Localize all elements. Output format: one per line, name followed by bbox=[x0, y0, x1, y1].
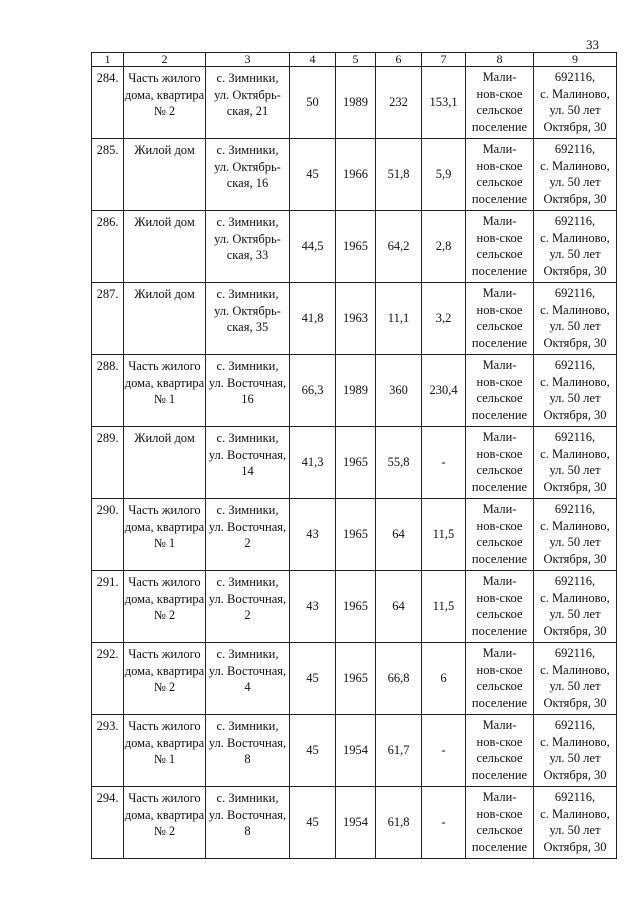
postal-address-cell: 692116, с. Малиново, ул. 50 лет Октября, 30 bbox=[534, 355, 617, 427]
address-cell: с. Зимники, ул. Октябрь- ская, 21 bbox=[206, 67, 290, 139]
table-row bbox=[92, 715, 617, 787]
object-name-cell: Часть жилого дома, квартира № 1 bbox=[124, 355, 206, 427]
table-row bbox=[92, 139, 617, 211]
postal-address-cell: 692116, с. Малиново, ул. 50 лет Октября, 30 bbox=[534, 139, 617, 211]
value-col6-cell: 232 bbox=[376, 67, 422, 139]
object-name-cell: Часть жилого дома, квартира № 1 bbox=[124, 499, 206, 571]
value-col7-cell: - bbox=[422, 787, 466, 859]
year-cell: 1965 bbox=[336, 427, 376, 499]
value-col7-cell: 2,8 bbox=[422, 211, 466, 283]
property-table bbox=[91, 52, 617, 859]
value-col7-cell: - bbox=[422, 427, 466, 499]
postal-address-cell: 692116, с. Малиново, ул. 50 лет Октября, 30 bbox=[534, 499, 617, 571]
address-cell: с. Зимники, ул. Октябрь- ская, 33 bbox=[206, 211, 290, 283]
value-col4-cell: 43 bbox=[290, 571, 336, 643]
object-name-cell: Жилой дом bbox=[124, 427, 206, 499]
object-name-cell: Часть жилого дома, квартира № 2 bbox=[124, 787, 206, 859]
year-cell: 1965 bbox=[336, 211, 376, 283]
table-row bbox=[92, 427, 617, 499]
year-cell: 1963 bbox=[336, 283, 376, 355]
row-number-cell: 291. bbox=[92, 571, 124, 643]
value-col6-cell: 64 bbox=[376, 571, 422, 643]
table-row bbox=[92, 499, 617, 571]
value-col7-cell: 153,1 bbox=[422, 67, 466, 139]
value-col7-cell: 230,4 bbox=[422, 355, 466, 427]
postal-address-cell: 692116, с. Малиново, ул. 50 лет Октября, 30 bbox=[534, 571, 617, 643]
column-number-row bbox=[92, 53, 617, 67]
row-number-cell: 284. bbox=[92, 67, 124, 139]
column-header: 6 bbox=[376, 53, 422, 67]
value-col7-cell: 11,5 bbox=[422, 499, 466, 571]
year-cell: 1989 bbox=[336, 67, 376, 139]
value-col6-cell: 66,8 bbox=[376, 643, 422, 715]
settlement-cell: Мали- нов-ское сельское поселение bbox=[466, 355, 534, 427]
row-number-cell: 285. bbox=[92, 139, 124, 211]
address-cell: с. Зимники, ул. Восточная, 8 bbox=[206, 715, 290, 787]
column-header: 2 bbox=[124, 53, 206, 67]
settlement-cell: Мали- нов-ское сельское поселение bbox=[466, 139, 534, 211]
row-number-cell: 294. bbox=[92, 787, 124, 859]
value-col4-cell: 45 bbox=[290, 715, 336, 787]
address-cell: с. Зимники, ул. Восточная, 2 bbox=[206, 499, 290, 571]
value-col7-cell: 3,2 bbox=[422, 283, 466, 355]
year-cell: 1989 bbox=[336, 355, 376, 427]
value-col6-cell: 51,8 bbox=[376, 139, 422, 211]
value-col6-cell: 61,7 bbox=[376, 715, 422, 787]
table-row bbox=[92, 787, 617, 859]
postal-address-cell: 692116, с. Малиново, ул. 50 лет Октября, 30 bbox=[534, 787, 617, 859]
table-row bbox=[92, 283, 617, 355]
object-name-cell: Часть жилого дома, квартира № 2 bbox=[124, 571, 206, 643]
object-name-cell: Часть жилого дома, квартира № 2 bbox=[124, 643, 206, 715]
table-row bbox=[92, 67, 617, 139]
postal-address-cell: 692116, с. Малиново, ул. 50 лет Октября, 30 bbox=[534, 715, 617, 787]
address-cell: с. Зимники, ул. Восточная, 8 bbox=[206, 787, 290, 859]
value-col4-cell: 41,8 bbox=[290, 283, 336, 355]
settlement-cell: Мали- нов-ское сельское поселение bbox=[466, 571, 534, 643]
column-header: 9 bbox=[534, 53, 617, 67]
page-number: 33 bbox=[586, 37, 599, 52]
address-cell: с. Зимники, ул. Октябрь- ская, 35 bbox=[206, 283, 290, 355]
value-col6-cell: 55,8 bbox=[376, 427, 422, 499]
postal-address-cell: 692116, с. Малиново, ул. 50 лет Октября, 30 bbox=[534, 211, 617, 283]
value-col4-cell: 44,5 bbox=[290, 211, 336, 283]
object-name-cell: Часть жилого дома, квартира № 2 bbox=[124, 67, 206, 139]
value-col4-cell: 45 bbox=[290, 139, 336, 211]
value-col6-cell: 11,1 bbox=[376, 283, 422, 355]
column-header: 5 bbox=[336, 53, 376, 67]
value-col4-cell: 66,3 bbox=[290, 355, 336, 427]
row-number-cell: 289. bbox=[92, 427, 124, 499]
value-col4-cell: 45 bbox=[290, 643, 336, 715]
settlement-cell: Мали- нов-ское сельское поселение bbox=[466, 67, 534, 139]
settlement-cell: Мали- нов-ское сельское поселение bbox=[466, 427, 534, 499]
object-name-cell: Часть жилого дома, квартира № 1 bbox=[124, 715, 206, 787]
table-row bbox=[92, 643, 617, 715]
column-header: 3 bbox=[206, 53, 290, 67]
year-cell: 1965 bbox=[336, 571, 376, 643]
column-header: 4 bbox=[290, 53, 336, 67]
value-col7-cell: 5,9 bbox=[422, 139, 466, 211]
postal-address-cell: 692116, с. Малиново, ул. 50 лет Октября, 30 bbox=[534, 67, 617, 139]
column-header: 7 bbox=[422, 53, 466, 67]
table-row bbox=[92, 355, 617, 427]
row-number-cell: 290. bbox=[92, 499, 124, 571]
row-number-cell: 287. bbox=[92, 283, 124, 355]
year-cell: 1965 bbox=[336, 643, 376, 715]
settlement-cell: Мали- нов-ское сельское поселение bbox=[466, 787, 534, 859]
value-col4-cell: 41,3 bbox=[290, 427, 336, 499]
value-col6-cell: 360 bbox=[376, 355, 422, 427]
settlement-cell: Мали- нов-ское сельское поселение bbox=[466, 499, 534, 571]
value-col6-cell: 61,8 bbox=[376, 787, 422, 859]
settlement-cell: Мали- нов-ское сельское поселение bbox=[466, 283, 534, 355]
value-col6-cell: 64,2 bbox=[376, 211, 422, 283]
postal-address-cell: 692116, с. Малиново, ул. 50 лет Октября, 30 bbox=[534, 643, 617, 715]
value-col6-cell: 64 bbox=[376, 499, 422, 571]
year-cell: 1954 bbox=[336, 715, 376, 787]
address-cell: с. Зимники, ул. Восточная, 4 bbox=[206, 643, 290, 715]
postal-address-cell: 692116, с. Малиново, ул. 50 лет Октября, 30 bbox=[534, 283, 617, 355]
address-cell: с. Зимники, ул. Восточная, 2 bbox=[206, 571, 290, 643]
object-name-cell: Жилой дом bbox=[124, 211, 206, 283]
object-name-cell: Жилой дом bbox=[124, 139, 206, 211]
year-cell: 1965 bbox=[336, 499, 376, 571]
row-number-cell: 286. bbox=[92, 211, 124, 283]
settlement-cell: Мали- нов-ское сельское поселение bbox=[466, 715, 534, 787]
table-row bbox=[92, 211, 617, 283]
value-col7-cell: 6 bbox=[422, 643, 466, 715]
address-cell: с. Зимники, ул. Восточная, 16 bbox=[206, 355, 290, 427]
address-cell: с. Зимники, ул. Октябрь- ская, 16 bbox=[206, 139, 290, 211]
settlement-cell: Мали- нов-ское сельское поселение bbox=[466, 211, 534, 283]
object-name-cell: Жилой дом bbox=[124, 283, 206, 355]
row-number-cell: 288. bbox=[92, 355, 124, 427]
row-number-cell: 292. bbox=[92, 643, 124, 715]
column-header: 1 bbox=[92, 53, 124, 67]
row-number-cell: 293. bbox=[92, 715, 124, 787]
value-col4-cell: 45 bbox=[290, 787, 336, 859]
settlement-cell: Мали- нов-ское сельское поселение bbox=[466, 643, 534, 715]
address-cell: с. Зимники, ул. Восточная, 14 bbox=[206, 427, 290, 499]
table-row bbox=[92, 571, 617, 643]
value-col4-cell: 50 bbox=[290, 67, 336, 139]
value-col7-cell: - bbox=[422, 715, 466, 787]
postal-address-cell: 692116, с. Малиново, ул. 50 лет Октября, 30 bbox=[534, 427, 617, 499]
value-col4-cell: 43 bbox=[290, 499, 336, 571]
column-header: 8 bbox=[466, 53, 534, 67]
year-cell: 1966 bbox=[336, 139, 376, 211]
year-cell: 1954 bbox=[336, 787, 376, 859]
value-col7-cell: 11,5 bbox=[422, 571, 466, 643]
